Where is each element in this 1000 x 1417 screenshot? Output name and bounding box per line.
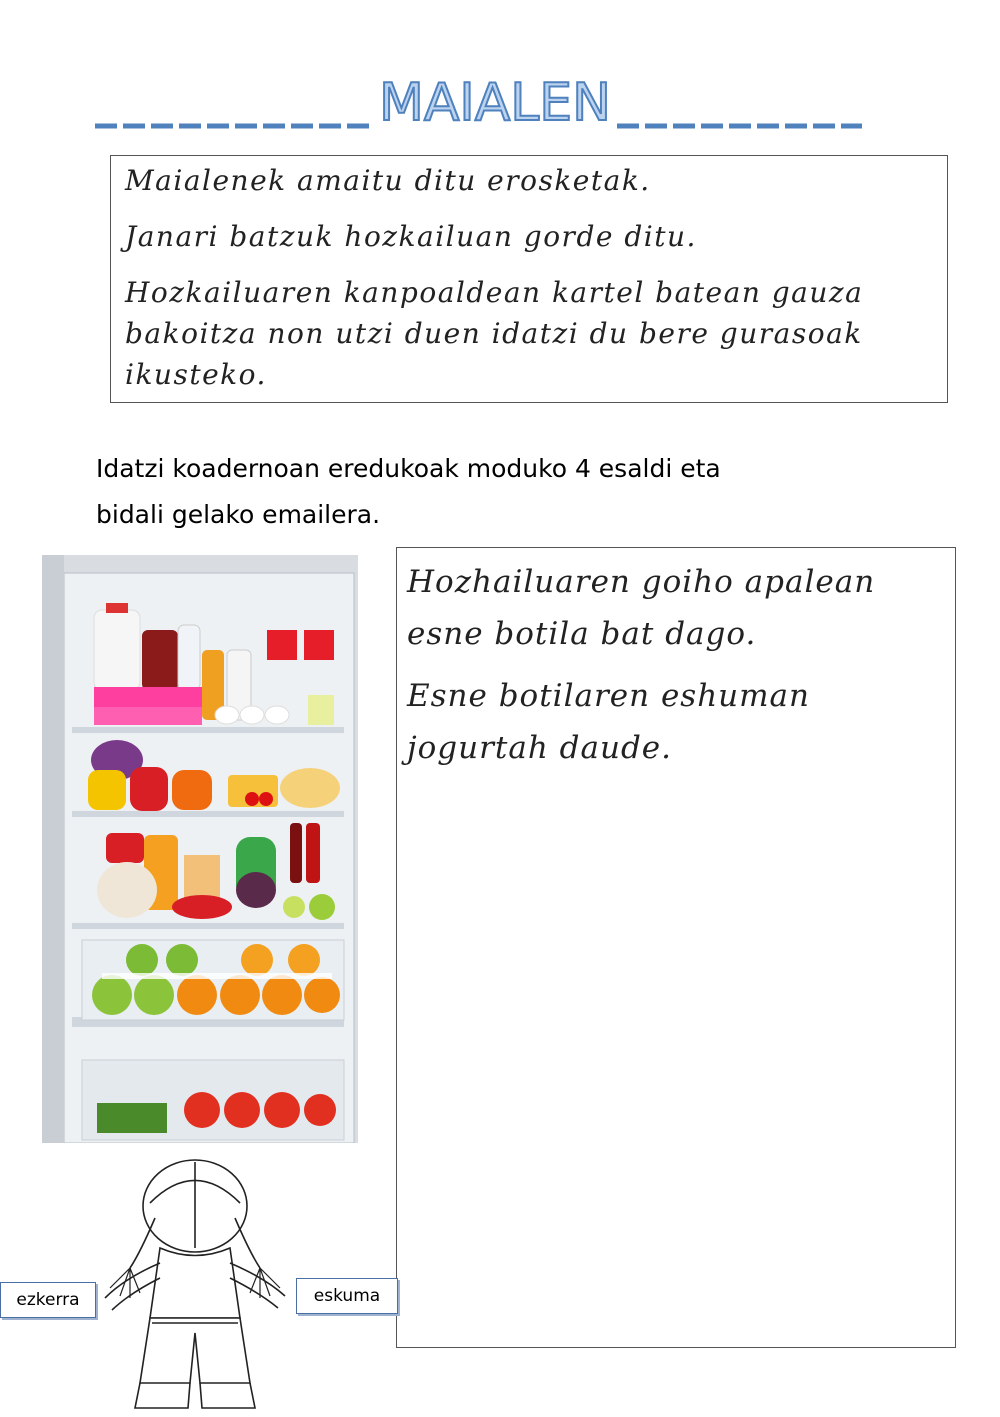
story-line-1: Maialenek amaitu ditu erosketak. — [125, 164, 651, 197]
right-label-text: eskuma — [313, 1286, 381, 1306]
story-line-3: Hozkailuaren kanpoaldean kartel batean gauza bakoitza non utzi duen idatzi du bere gurasoak ikusteko. — [125, 276, 864, 391]
title-text: MAIALEN — [378, 73, 612, 133]
example-line-2: Esne botilaren eshuman jogurtah daude. — [407, 678, 810, 766]
fridge-photo — [42, 555, 358, 1143]
story-line-2: Janari batzuk hozkailuan gorde ditu. — [125, 220, 697, 253]
page-title — [0, 68, 1000, 138]
example-line-1: Hozhailuaren goiho apalean esne botila bat dago. — [407, 564, 876, 652]
right-label — [296, 1278, 398, 1314]
instruction-line-1: Idatzi koadernoan eredukoak moduko 4 esaldi eta — [96, 454, 721, 483]
instruction-line-2: bidali gelako emailera. — [96, 500, 381, 529]
instruction — [96, 446, 876, 538]
left-label — [0, 1282, 96, 1318]
left-label-text: ezkerra — [16, 1290, 80, 1310]
girl-outline-drawing — [80, 1158, 310, 1413]
example-box — [396, 547, 956, 1348]
story-box — [110, 155, 948, 403]
